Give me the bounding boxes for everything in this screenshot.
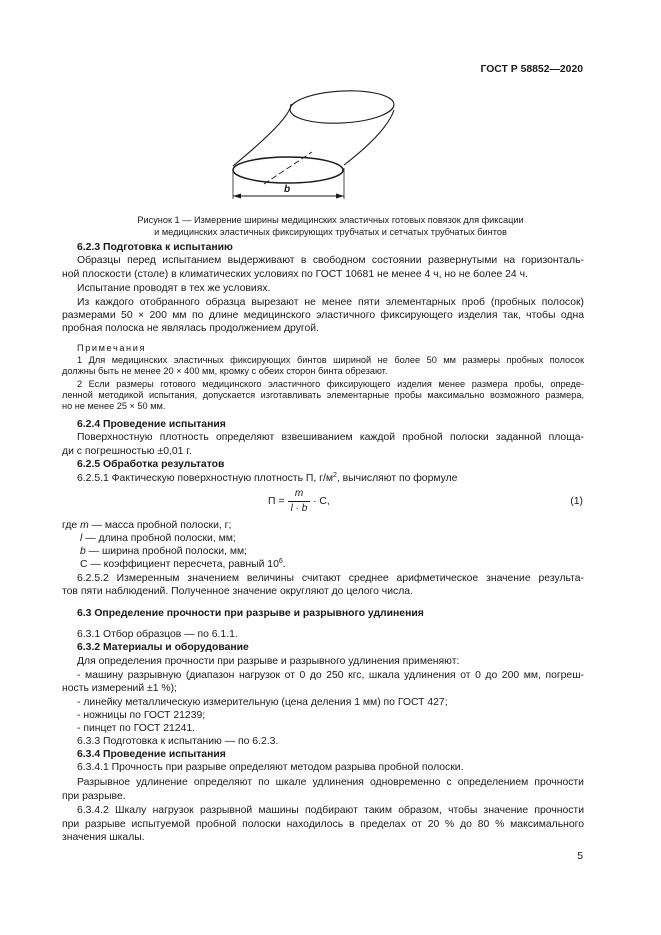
list-item-1-line2: ность измерений ±1 %); — [62, 683, 178, 694]
para-6-2-3-3-line1: Из каждого отобранного образца вырезают не менее пяти элементарных проб (пробных полосок) — [77, 297, 584, 308]
formula-denominator: l · b — [290, 503, 308, 514]
note-2-line1: 2 Если размеры готового медицинского эластичного фиксирующего изделия менее размера пробы, опреде- — [77, 379, 584, 389]
para-6-2-3-3-line3: пробная полоска не являлась продолжением другой. — [62, 323, 319, 334]
para-6-3-4-1: 6.3.4.1 Прочность при разрыве определяют методом разрыва пробной полоски. — [77, 762, 464, 773]
tube-bottom-ellipse — [233, 157, 343, 183]
para-6-2-4-line1: Поверхностную плотность определяют взвешиванием каждой пробной полоски заданной площа- — [77, 432, 584, 443]
tube-top-ellipse — [289, 88, 395, 125]
para-6-2-3-1-line1: Образцы перед испытанием выдерживают в свободном состоянии развернутыми на горизонталь- — [77, 255, 584, 266]
list-item-4: - пинцет по ГОСТ 21241. — [77, 723, 196, 734]
note-2-line3: но не менее 25 × 50 мм. — [62, 401, 166, 411]
figure-caption-line-1: Рисунок 1 — Измерение ширины медицинских эластичных готовых повязок для фиксации — [137, 215, 524, 225]
figure-bandage-tube — [0, 0, 661, 230]
formula-lhs: П = — [268, 496, 285, 507]
heading-6-3-4: 6.3.4 Проведение испытания — [77, 749, 226, 760]
note-2-line2: ленной методикой испытания, допускается изготавливать элементарные пробы максимально возможного размера, — [62, 390, 584, 400]
para-6-2-3-3-line2: размерами 50 × 200 мм по длине медицинского эластичного фиксирующего изделия так, чтобы одна — [62, 310, 584, 321]
formula-rhs: · С, — [313, 496, 330, 507]
para-6-3-4-2-line3: значения шкалы. — [62, 832, 145, 843]
where-b: b — ширина пробной полоски, мм; — [80, 546, 248, 557]
figure-caption-line-2: и медицинских эластичных фиксирующих трубчатых и сетчатых трубчатых бинтов — [154, 227, 507, 237]
heading-6-2-3: 6.2.3 Подготовка к испытанию — [77, 242, 233, 253]
note-1-line2: должны быть не менее 20 × 400 мм, кромку с обеих сторон бинта обрезают. — [62, 366, 388, 376]
width-arrow-right — [336, 194, 344, 199]
figure-label-b: b — [284, 184, 291, 195]
para-6-3-3: 6.3.3 Подготовка к испытанию — по 6.2.3. — [77, 736, 279, 747]
note-1-line1: 1 Для медицинских эластичных фиксирующих бинтов шириной не более 50 мм размеры пробных полосок — [77, 355, 584, 365]
para-6-2-3-1-line2: ной плоскости (столе) в климатических условиях по ГОСТ 10681 не менее 4 ч, но не более 24 ч. — [62, 269, 528, 280]
list-item-3: - ножницы по ГОСТ 21239; — [77, 710, 206, 721]
where-l: l — длина пробной полоски, мм; — [80, 533, 236, 544]
where-m: где m — масса пробной полоски, г; — [62, 520, 232, 531]
para-6-2-4-line2: ди с погрешностью ±0,01 г. — [62, 446, 192, 457]
formula-fraction-bar — [288, 501, 310, 502]
para-6-2-5-2-line1: 6.2.5.2 Измеренным значением величины считают среднее арифметическое значение результа- — [77, 573, 584, 584]
list-item-1-line1: - машину разрывную (диапазон нагрузок от 0 до 250 кгс, шкала удлинения от 0 до 200 мм, погреш- — [77, 670, 584, 681]
list-item-2: - линейку металлическую измерительную (цена деления 1 мм) по ГОСТ 427; — [77, 697, 448, 708]
heading-6-3-2: 6.3.2 Материалы и оборудование — [77, 642, 249, 653]
width-arrow-left — [233, 194, 241, 199]
para-6-3-2-intro: Для определения прочности при разрыве и разрывного удлинения применяют: — [77, 656, 460, 667]
heading-6-2-5: 6.2.5 Обработка результатов — [77, 459, 225, 470]
heading-6-2-4: 6.2.4 Проведение испытания — [77, 419, 226, 430]
tube-right-edge — [344, 110, 394, 165]
formula-numerator: m — [294, 488, 304, 499]
para-elongation-line2: при разрыве. — [62, 791, 126, 802]
formula-number: (1) — [570, 496, 583, 507]
para-6-2-5-1: 6.2.5.1 Фактическую поверхностную плотность П, $г/м^2$, вычисляют по формуле — [77, 472, 458, 484]
para-6-3-4-2-line1: 6.3.4.2 Шкалу нагрузок разрывной машины подбирают таким образом, чтобы значение прочности — [77, 805, 584, 816]
heading-6-3: 6.3 Определение прочности при разрыве и разрывного удлинения — [77, 608, 424, 619]
notes-title: Примечания — [77, 343, 147, 353]
standard-designation: ГОСТ Р 58852—2020 — [480, 64, 583, 75]
para-6-3-1: 6.3.1 Отбор образцов — по 6.1.1. — [77, 629, 238, 640]
para-6-3-4-2-line2: при разрыве испытуемой пробной полоски находилось в пределах от 20 % до 80 % максимального — [62, 819, 584, 830]
where-c: С — коэффициент пересчета, равный $10^6$. — [80, 558, 286, 570]
para-6-2-3-2: Испытание проводят в тех же условиях. — [77, 283, 271, 294]
para-6-2-5-2-line2: тов пяти наблюдений. Полученное значение округляют до целого числа. — [62, 586, 413, 597]
para-elongation-line1: Разрывное удлинение определяют по шкале удлинения одновременно с определением прочности — [77, 777, 584, 788]
page-number: 5 — [577, 851, 583, 862]
